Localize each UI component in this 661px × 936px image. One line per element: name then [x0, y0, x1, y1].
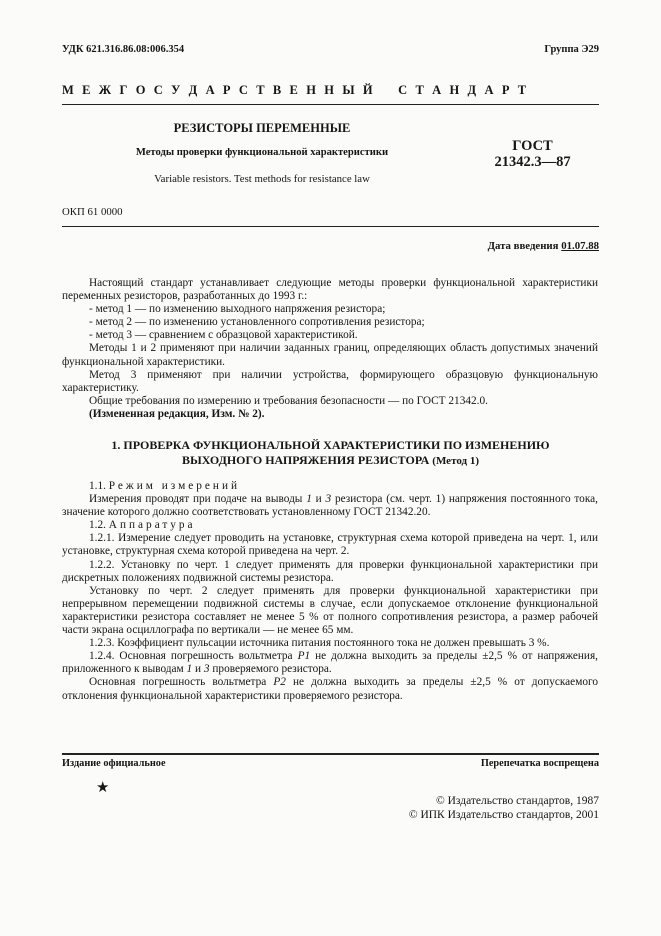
clause-1-2-4 — [62, 650, 598, 676]
method-1-item: - метод 1 — по изменению выходного напряжения резистора; — [89, 303, 386, 316]
amendment-note: (Измененная редакция, Изм. № 2). — [89, 407, 265, 420]
section-1-heading-line1: 1. ПРОВЕРКА ФУНКЦИОНАЛЬНОЙ ХАРАКТЕРИСТИКИ ПО ИЗМЕНЕНИЮ — [111, 438, 550, 452]
and-word: и — [311, 493, 326, 506]
clause-1-1-text-a: Измерения проводят при подаче на выводы — [89, 493, 307, 506]
general-requirements: Общие требования по измерению и требования безопасности — по ГОСТ 21342.0. — [89, 394, 488, 407]
clause-1-2-2-continued: Установку по черт. 2 следует применять для проверки функциональной характеристики при непрерывном перемещении подвижной системы в случае, если допускаемое отклонение функциональной характеристики резистора составляет не менее 5 % от полного сопротивления резистора, а размер рабочей части экрана осциллографа по вертикали — не менее 65 мм. — [62, 584, 598, 637]
terminal-3-ref: 3 — [203, 663, 210, 676]
gost-number: 21342.3—87 — [494, 154, 571, 170]
footer-rule — [62, 753, 599, 755]
and-word: и — [192, 663, 204, 676]
terminal-3-ref: 3 — [325, 493, 332, 506]
voltmeter-p1-symbol: P1 — [297, 650, 311, 663]
copyright-1987: © Издательство стандартов, 1987 — [435, 795, 599, 807]
official-edition: Издание официальное — [62, 758, 166, 769]
clause-1-1-text-b: резистора (см. черт. 1) напряжения постоянного тока, значение которого должно соответствовать установленному ГОСТ 21342.20. — [62, 493, 598, 519]
clause-1-1-number: 1.1. — [89, 480, 106, 492]
terminal-1-ref: 1 — [186, 663, 193, 676]
doc-title: РЕЗИСТОРЫ ПЕРЕМЕННЫЕ — [173, 121, 351, 135]
clause-1-2-name: Аппаратура — [108, 519, 196, 532]
section-1-body — [62, 480, 598, 703]
clause-1-2-3: 1.2.3. Коэффициент пульсации источника питания постоянного тока не должен превышать 3 %. — [89, 637, 550, 650]
reprint-prohibited: Перепечатка воспрещена — [480, 758, 599, 769]
okp-code: ОКП 61 0000 — [62, 206, 123, 218]
clause-1-2-1: 1.2.1. Измерение следует проводить на установке, структурная схема которой приведена на черт. 1, или установке, структурная схема которой приведена на черт. 2. — [62, 532, 598, 558]
clause-1-2-4-continued — [62, 676, 598, 702]
intro-date — [488, 240, 599, 252]
voltmeter-p2-symbol: P2 — [273, 676, 286, 689]
clause-1-2-4-c: проверяемого резистора. — [209, 663, 332, 676]
clause-1-2-4-b: не должна выходить за пределы ±2,5 % от напряжения, приложенного к выводам — [62, 650, 598, 676]
clause-1-2-title — [62, 519, 598, 532]
english-title: Variable resistors. Test methods for resistance law — [154, 173, 370, 185]
section-1-heading — [62, 438, 599, 469]
copyright-2001: © ИПК Издательство стандартов, 2001 — [408, 809, 599, 821]
method-2-item: - метод 2 — по изменению установленного сопротивления резистора; — [89, 316, 425, 329]
udk-code: УДК 621.316.86.08:006.354 — [62, 44, 185, 55]
title-rule — [62, 226, 599, 227]
gost-label: ГОСТ — [512, 138, 553, 154]
intro-paragraph: Настоящий стандарт устанавливает следующие методы проверки функциональной характеристики переменных резисторов, разработанных до 1993 г.: — [62, 277, 598, 303]
intro-text — [62, 277, 598, 421]
section-1-heading-line2 — [62, 453, 599, 469]
method-3-item: - метод 3 — сравнением с образцовой характеристикой. — [89, 329, 358, 342]
intro-date-label: Дата введения — [487, 240, 559, 252]
doc-subtitle: Методы проверки функциональной характеристики — [135, 147, 389, 158]
method-3-paragraph: Метод 3 применяют при наличии устройства, формирующего образцовую функциональную характеристику. — [62, 368, 598, 394]
clause-1-1-title — [62, 480, 598, 493]
section-1-heading-line2-text: ВЫХОДНОГО НАПРЯЖЕНИЯ РЕЗИСТОРА — [182, 453, 430, 467]
group-code: Группа Э29 — [544, 44, 599, 55]
methods-1-2-paragraph: Методы 1 и 2 применяют при наличии заданных границ, определяющих область допустимых значений функциональной характеристики. — [62, 342, 598, 368]
clause-1-1-name: Режим измерений — [108, 480, 241, 492]
terminal-1-ref: 1 — [306, 493, 312, 506]
clause-1-1-text — [62, 493, 598, 519]
clause-1-2-4-d-a: Основная погрешность вольтметра — [89, 676, 274, 689]
intro-date-value: 01.07.88 — [561, 240, 599, 252]
clause-1-2-4-d-b: не должна выходить за пределы ±2,5 % от допускаемого отклонения функциональной характеристики проверяемого резистора. — [62, 676, 598, 702]
clause-1-2-2: 1.2.2. Установку по черт. 1 следует применять для проверки функциональной характеристики при дискретных положениях подвижной системы резистора. — [62, 558, 598, 584]
star-icon: ★ — [96, 780, 110, 796]
standard-banner: М Е Ж Г О С У Д А Р С Т В Е Н Н Ы Й С Т А Н Д А Р Т — [62, 83, 529, 97]
clause-1-2-4-a: 1.2.4. Основная погрешность вольтметра — [89, 650, 298, 663]
section-1-method: (Метод 1) — [432, 455, 479, 467]
clause-1-2-number: 1.2. — [89, 519, 106, 532]
header-rule — [62, 104, 599, 105]
